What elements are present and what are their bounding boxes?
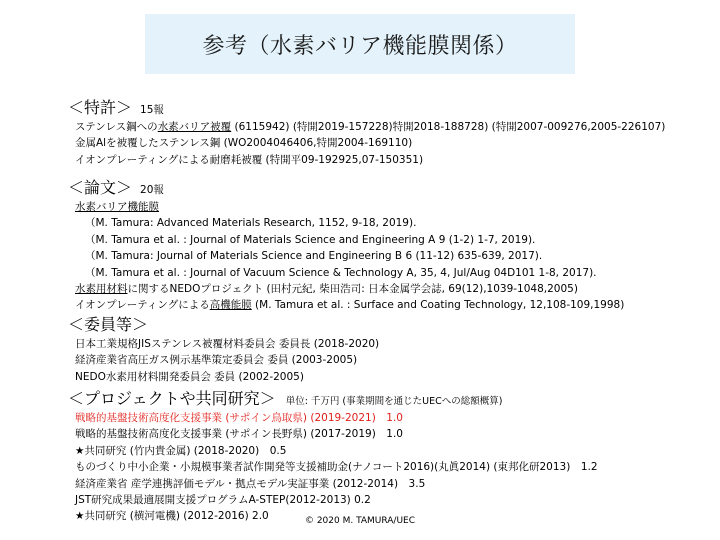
paper-item: （M. Tamura: Advanced Materials Research, 1152, 9-18, 2019). — [85, 217, 417, 230]
committees-heading: ＜委員等＞ — [68, 315, 149, 334]
projects-heading: ＜プロジェクトや共同研究＞ — [68, 389, 276, 408]
patents-heading: ＜特許＞ — [68, 98, 133, 117]
project-item: 戦略的基盤技術高度化支援事業 (サポイン長野県) (2017-2019) 1.0 — [75, 428, 403, 441]
paper-item: イオンプレーティングによる高機能膜 (M. Tamura et al. : Surface and Coating Technology, 12,108-109,1998) — [75, 299, 625, 312]
committee-item: 経済産業省高圧ガス例示基準策定委員会 委員 (2003-2005) — [75, 354, 358, 367]
papers-count: 20報 — [140, 184, 164, 196]
committee-item: NEDO水素用材料開発委員会 委員 (2002-2005) — [75, 370, 304, 383]
project-item: JST研究成果最適展開支援プログラムA-STEP(2012-2013) 0.2 — [75, 494, 371, 507]
project-item: 経済産業省 産学連携評価モデル・拠点モデル実証事業 (2012-2014) 3.5 — [75, 477, 426, 490]
paper-item: 水素用材料に関するNEDOプロジェクト (田村元紀, 柴田浩司: 日本金属学会誌, 69(12),1039-1048,2005) — [75, 283, 578, 296]
papers-section — [68, 175, 624, 314]
paper-topic: 水素バリア機能膜 — [75, 201, 159, 213]
title-box — [145, 14, 575, 74]
patents-section — [68, 95, 665, 168]
paper-item: （M. Tamura et al. : Journal of Materials Science and Engineering A 9 (1-2) 1-7, 2019). — [85, 233, 536, 246]
patent-item: 金属Alを被覆したステンレス鋼 (WO2004046406,特開2004-169110) — [75, 137, 413, 150]
project-item: ★共同研究 (横河電機) (2012-2016) 2.0 — [75, 510, 269, 523]
paper-item: （M. Tamura et al. : Journal of Vacuum Science & Technology A, 35, 4, Jul/Aug 04D101 1-8, 2017). — [85, 266, 597, 279]
committees-section — [68, 312, 379, 385]
copyright-footer: © 2020 M. TAMURA/UEC — [304, 516, 416, 526]
projects-unit-note: 単位: 千万円 (事業期間を通じたUECへの総額概算) — [285, 396, 503, 407]
project-item: ものづくり中小企業・小規模事業者試作開発等支援補助金(ナノコート2016)(丸眞2014) (東邦化研2013) 1.2 — [75, 461, 598, 474]
paper-item: （M. Tamura: Journal of Materials Science and Engineering B 6 (11-12) 635-639, 2017). — [85, 250, 543, 263]
patent-item: イオンプレーティングによる耐磨耗被覆 (特開平09-192925,07-150351) — [75, 153, 424, 166]
committee-item: 日本工業規格JISステンレス被覆材料委員会 委員長 (2018-2020) — [75, 338, 380, 350]
page-title: 参考（水素バリア機能膜関係） — [202, 33, 518, 59]
projects-section — [68, 386, 598, 525]
papers-heading: ＜論文＞ — [68, 178, 133, 197]
project-item-highlight: 戦略的基盤技術高度化支援事業 (サポイン鳥取県) (2019-2021) 1.0 — [75, 412, 403, 424]
project-item: ★共同研究 (竹内貴金属) (2018-2020) 0.5 — [75, 444, 287, 457]
patents-count: 15報 — [140, 104, 164, 116]
patent-item: ステンレス鋼への水素バリア被覆 (6115942) (特開2019-157228)特開2018-188728) (特開2007-009276,2005-226107) — [75, 121, 666, 133]
